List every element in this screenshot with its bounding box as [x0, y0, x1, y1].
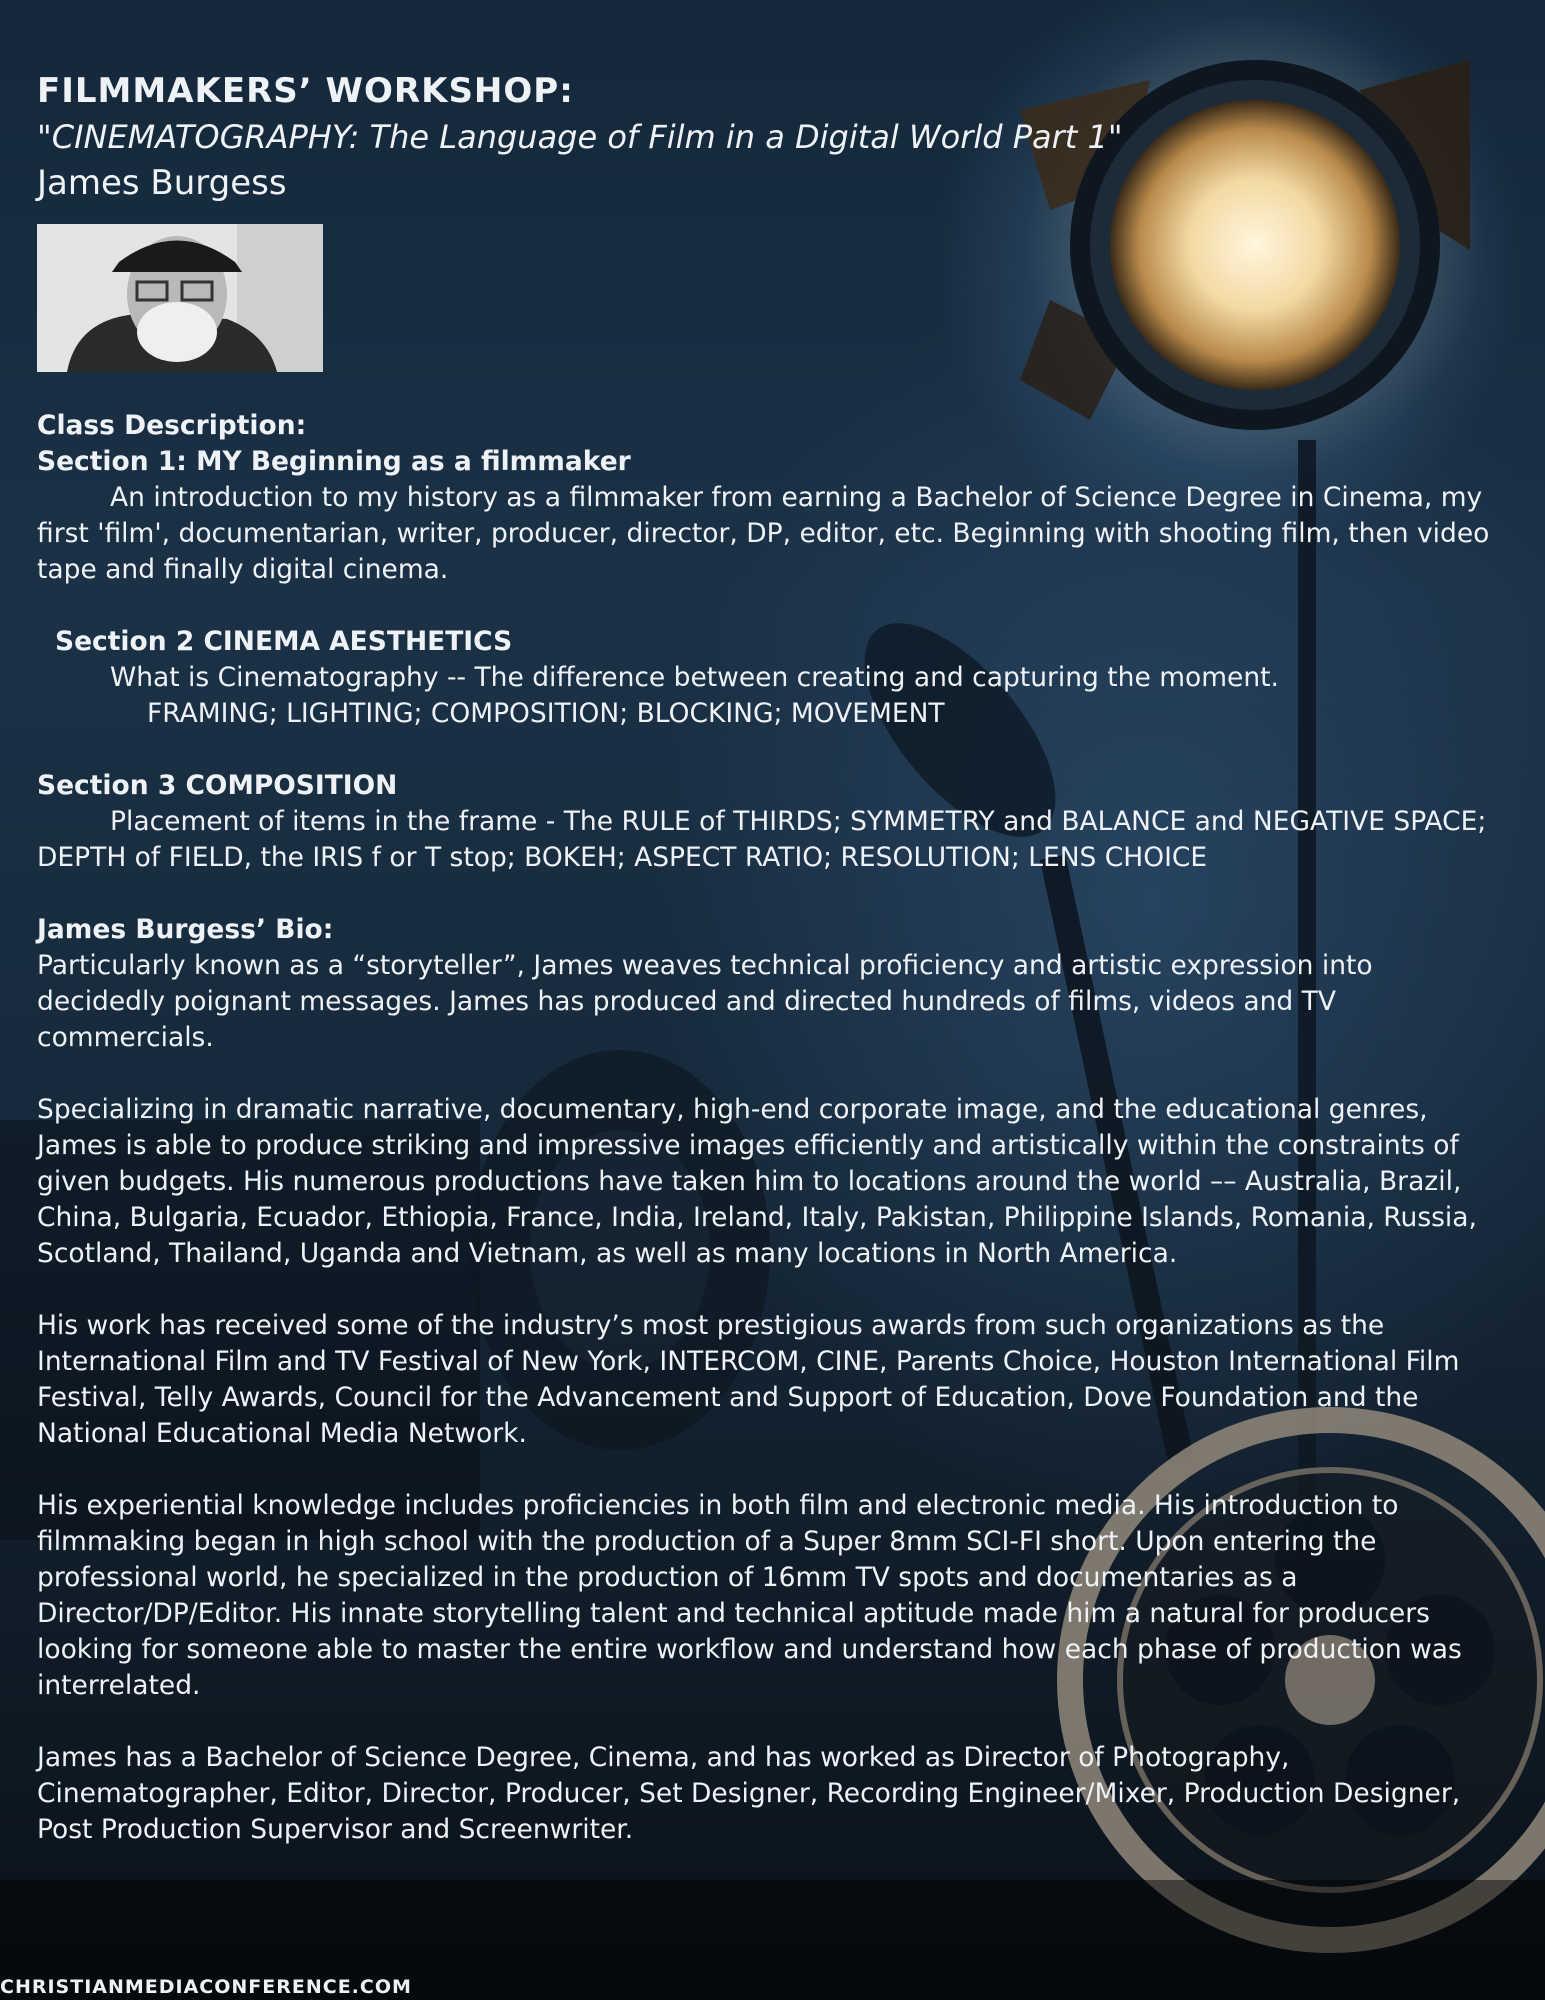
- section-3-heading: Section 3 COMPOSITION: [37, 770, 398, 801]
- presenter-name: James Burgess: [37, 163, 287, 203]
- section-1-text: An introduction to my history as a filmmaker from earning a Bachelor of Science Degree in Cinema, my first 'film', documentarian, writer, producer, director, DP, editor, etc. Beginning with shooting film, then video tape and finally digital cinema.: [37, 482, 1490, 585]
- bio-paragraph: His work has received some of the industry’s most prestigious awards from such organizations as the International Film and TV Festival of New York, INTERCOM, CINE, Parents Choice, Houston International Film Festival, Telly Awards, Council for the Advancement and Support of Education, Dove Foundation and the National Educational Media Network.: [37, 1310, 1460, 1449]
- section-1-heading: Section 1: MY Beginning as a filmmaker: [37, 446, 631, 477]
- class-description-heading: Class Description:: [37, 410, 307, 441]
- bio-paragraph: James has a Bachelor of Science Degree, Cinema, and has worked as Director of Photography, Cinematographer, Editor, Director, Producer, Set Designer, Recording Engineer/Mixer, Production Designer, Post Production Supervisor and Screenwriter.: [37, 1742, 1461, 1845]
- bio-heading: James Burgess’ Bio:: [37, 914, 334, 945]
- bio-paragraph: Specializing in dramatic narrative, documentary, high-end corporate image, and the educational genres, James is able to produce striking and impressive images efficiently and artistically within the constraints of given budgets. His numerous productions have taken him to locations around the world –– Australia, Brazil, China, Bulgaria, Ecuador, Ethiopia, France, India, Ireland, Italy, Pakistan, Philippine Islands, Romania, Russia, Scotland, Thailand, Uganda and Vietnam, as well as many locations in North America.: [37, 1094, 1477, 1269]
- section-2-list: FRAMING; LIGHTING; COMPOSITION; BLOCKING; MOVEMENT: [147, 698, 945, 729]
- section-2-text: What is Cinematography -- The difference between creating and capturing the moment.: [110, 662, 1279, 693]
- flyer-content: [37, 68, 1507, 1848]
- workshop-title: FILMMAKERS’ WORKSHOP:: [37, 71, 574, 111]
- bio-paragraph: His experiential knowledge includes proficiencies in both film and electronic media. His introduction to filmmaking began in high school with the production of a Super 8mm SCI-FI short. Upon entering the professional world, he specialized in the production of 16mm TV spots and documentaries as a Director/DP/Editor. His innate storytelling talent and technical aptitude made him a natural for producers looking for someone able to master the entire workflow and understand how each phase of production was interrelated.: [37, 1490, 1462, 1701]
- presenter-photo: [37, 224, 323, 372]
- section-3-text: Placement of items in the frame - The RULE of THIRDS; SYMMETRY and BALANCE and NEGATIVE SPACE; DEPTH of FIELD, the IRIS f or T stop; BOKEH; ASPECT RATIO; RESOLUTION; LENS CHOICE: [37, 806, 1487, 873]
- bio-paragraph: Particularly known as a “storyteller”, James weaves technical proficiency and artistic expression into decidedly poignant messages. James has produced and directed hundreds of films, videos and TV commercials.: [37, 950, 1373, 1053]
- class-description: [37, 408, 1507, 1848]
- website-footer: CHRISTIANMEDIACONFERENCE.COM: [0, 1976, 412, 1998]
- section-2-heading: Section 2 CINEMA AESTHETICS: [55, 626, 513, 657]
- workshop-subtitle: "CINEMATOGRAPHY: The Language of Film in a Digital World Part 1": [37, 118, 1123, 156]
